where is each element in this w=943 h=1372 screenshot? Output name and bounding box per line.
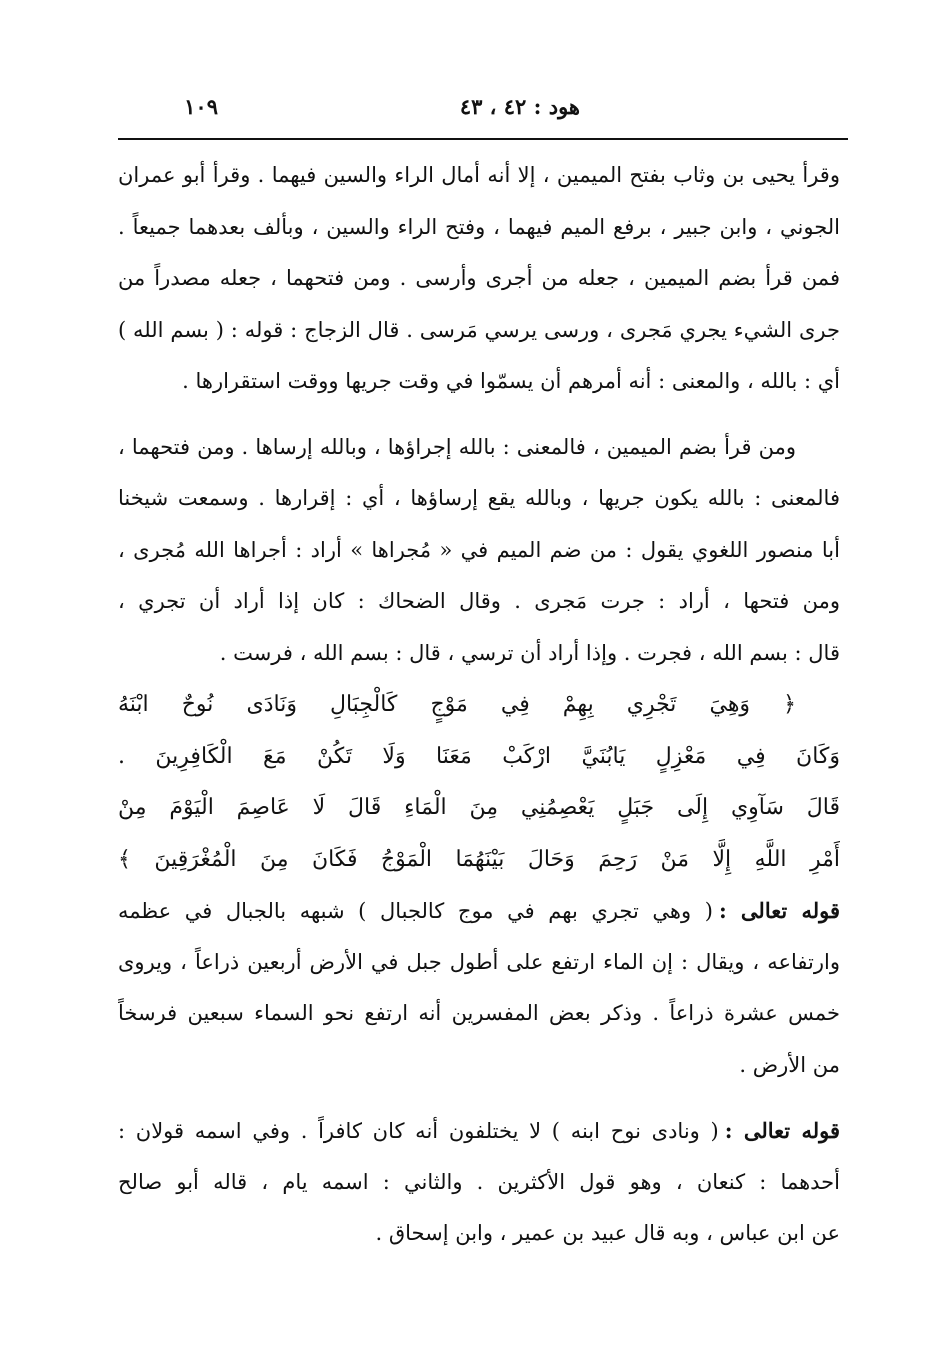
verse-line: قَالَ سَآوِي إِلَى جَبَلٍ يَعْصِمُنِي مِنَ الْمَاءِ قَالَ لَا عَاصِمَ الْيَوْمَ مِنْ xyxy=(118,795,840,820)
verse-line: ﴿ وَهِيَ تَجْرِي بِهِمْ فِي مَوْجٍ كَالْجِبَالِ وَنَادَى نُوحٌ ابْنَهُ xyxy=(118,692,796,717)
paragraph-commentary-son xyxy=(118,1105,840,1260)
text-line: ومن قرأ بضم الميمين ، فالمعنى : بالله إجراؤها ، وبالله إرساها . ومن فتحهما ، xyxy=(118,434,796,459)
text-line: وقرأ يحيى بن وثاب بفتح الميمين ، إلا أنه أمال الراء والسين فيهما . وقرأ أبو عمران xyxy=(118,163,840,187)
page-body xyxy=(118,150,840,1260)
text-line: أي : بالله ، والمعنى : أنه أمرهم أن يسمّوا في وقت جريها ووقت استقرارها . xyxy=(182,369,840,393)
quran-verse-block xyxy=(118,679,840,885)
text-line: أحدهما : كنعان ، وهو قول الأكثرين . والثاني : اسمه يام ، قاله أبو صالح xyxy=(118,1169,840,1194)
text-line: قال : بسم الله ، فجرت . وإذا أراد أن ترسي ، قال : بسم الله ، فرست . xyxy=(219,640,840,665)
page-number: ١٠٩ xyxy=(184,94,218,119)
text-line: من الأرض . xyxy=(739,1052,840,1077)
text-line: الجوني ، وابن جبير ، برفع الميم فيهما ، وفتح الراء والسين ، وبألف بعدهما جميعاً . xyxy=(118,214,840,239)
page-header xyxy=(118,86,848,132)
lead-phrase: قوله تعالى : xyxy=(724,1118,840,1143)
running-title: هود : ٤٢ ، ٤٣ xyxy=(459,94,580,119)
paragraph-gap xyxy=(118,1091,840,1105)
text-line: وارتفاعه ، ويقال : إن الماء ارتفع على أطول جبل في الأرض أربعين ذراعاً ، ويروى xyxy=(118,949,840,974)
text-line: عن ابن عباس ، وبه قال عبيد بن عمير ، وابن إسحاق . xyxy=(375,1221,840,1245)
text-line: خمس عشرة ذراعاً . وذكر بعض المفسرين أنه ارتفع نحو السماء سبعين فرسخاً xyxy=(118,1001,840,1025)
lead-phrase: قوله تعالى : xyxy=(718,898,840,923)
text-line-content: ( ونادى نوح ابنه ) لا يختلفون أنه كان كافراً . وفي اسمه قولان : xyxy=(118,1119,719,1143)
text-line: فالمعنى : بالله يكون جريها ، وبالله يقع إرساؤها ، أي : إقرارها . وسمعت شيخنا xyxy=(118,486,840,510)
verse-line: وَكَانَ فِي مَعْزِلٍ يَابُنَيَّ ارْكَبْ مَعَنَا وَلَا تَكُنْ مَعَ الْكَافِرِينَ . xyxy=(118,743,840,769)
paragraph-gap xyxy=(118,408,840,422)
text-line: فمن قرأ بضم الميمين ، جعله من أجرى وأرسى . ومن فتحهما ، جعله مصدراً من xyxy=(118,266,840,290)
text-line-content: ( وهي تجري بهم في موج كالجبال ) شبهه بالجبال في عظمه xyxy=(118,899,713,923)
text-line xyxy=(118,1105,840,1157)
paragraph-commentary-waves xyxy=(118,885,840,1091)
text-line: جرى الشيء يجري مَجرى ، ورسى يرسي مَرسى . قال الزجاج : قوله : ( بسم الله ) xyxy=(118,317,840,342)
verse-line: أَمْرِ اللَّهِ إِلَّا مَنْ رَحِمَ وَحَالَ بَيْنَهُمَا الْمَوْجُ فَكَانَ مِنَ الْمُغْرَقِينَ ﴾ xyxy=(118,846,840,872)
header-divider xyxy=(118,138,848,140)
paragraph-meaning xyxy=(118,422,840,680)
text-line xyxy=(118,885,840,937)
paragraph-readings xyxy=(118,150,840,408)
text-line: أبا منصور اللغوي يقول : من ضم الميم في « مُجراها » أراد : أجراها الله مُجرى ، xyxy=(118,537,840,562)
text-line: ومن فتحها ، أراد : جرت مَجرى . وقال الضحاك : كان إذا أراد أن تجري ، xyxy=(118,589,840,613)
